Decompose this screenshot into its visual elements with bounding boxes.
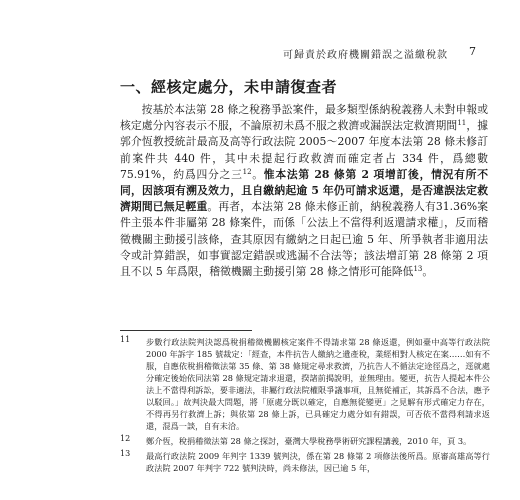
footnote-ref-12[interactable]: 12 [242,167,252,176]
footnote-item [120,435,490,447]
footnotes [120,336,490,477]
footnote-text: 最高行政法院 2009 年判字 1339 號判決，係在第 28 條第 2 項修法後所爲。原審高雄高等行政法院 2007 年判字 722 號判決時，尚未修法，因已逾 5 年， [146,451,490,473]
body-text-run: 按基於本法第 28 條之稅務爭訟案件，最多類型係納稅義務人未對申報或核定處分內容表示不服，不論原初未爲不服之救濟或漏誤法定救濟期間 [120,103,488,133]
footnote-item [120,336,490,432]
section-heading: 一、經核定處分，未申請復查者 [120,78,338,96]
footnote-number: 13 [120,449,131,458]
footnote-ref-11[interactable]: 11 [457,119,467,128]
footnote-number: 11 [120,335,131,344]
percentage-value: 31.36% [435,200,478,214]
body-text-run: 案件主張本件非屬第 28 條案件，而係「公法上不當得利返還請求權」，反而稽徵機關主動援引該條，查其原因有繳納之日起已逾 5 年、所爭執者非適用法令或計算錯誤，如事實認定錯誤或逃漏不合法等；該法增訂第 28 條第 2 項且不以 5 年爲限，稽徵機關主動援引第 28 條之情形可能降低 [120,200,489,279]
footnote-text: 步數行政法院判決認爲稅捐稽徵機關核定案件不得請求第 28 條返還，例如臺中高等行政法院 2000 年訴字 185 號裁定：「經查，本件抗告人繳納之遺產稅，業經相對人核定在案……如有不服，自應依稅捐稽徵法第 35 條、第 38 條規定尋求救濟，乃抗告人不循法定途徑爲之，逕就處分確定後始依同法第 28 條規定請求退還，揆諸前揭說明，並無理由。變更，抗告人提起本件公法上不當得利訴訟，要非適法，非屬行政法院權限爭議事項，且無從補正，其訴爲不合法，應予以駁回。」故判決最大問題，將「原處分既以確定，自應無從變更」之見解有形式確定力存在，不得再另行救濟上訴；與依第 28 條上訴，已具確定力處分如有錯誤，可否依不當得利請求返還，混爲一談，自有未洽。 [146,337,490,431]
footnote-number: 12 [120,434,131,443]
body-text-run: 。再者，本法第 28 條未修正前，納稅義務人有 [207,200,436,214]
body-paragraph [120,102,488,280]
footnote-ref-13[interactable]: 13 [413,265,423,274]
footnote-divider [120,330,252,331]
footnote-text: 鄭介恆，稅捐稽徵法第 28 條之探討，臺灣大學稅務學術研究課程講義，2010 年，頁 3。 [146,436,472,446]
body-text-run: 。 [422,265,434,279]
body-text-run: 。 [251,167,264,181]
paragraph-1 [120,102,488,280]
emphasized-text: 惟本法第 28 條第 2 項增訂後，情況有所不同，因該項有溯及效力，且自繳納起逾 5 年仍可請求返還，是否違誤法定救濟期間已無足輕重 [120,167,489,214]
body-text-run: ，據郭介恆教授統計最高及高等行政法院 2005～2007 年度本法第 28 條未修訂前案件共 440 件，其中未提起行政救濟而確定者占 334 件，爲總數 75.91%，約爲四分之三 [120,119,489,181]
footnote-item [120,450,490,474]
page-number: 7 [469,45,476,58]
running-title: 可歸責於政府機關錯誤之溢繳稅款 [283,50,448,61]
